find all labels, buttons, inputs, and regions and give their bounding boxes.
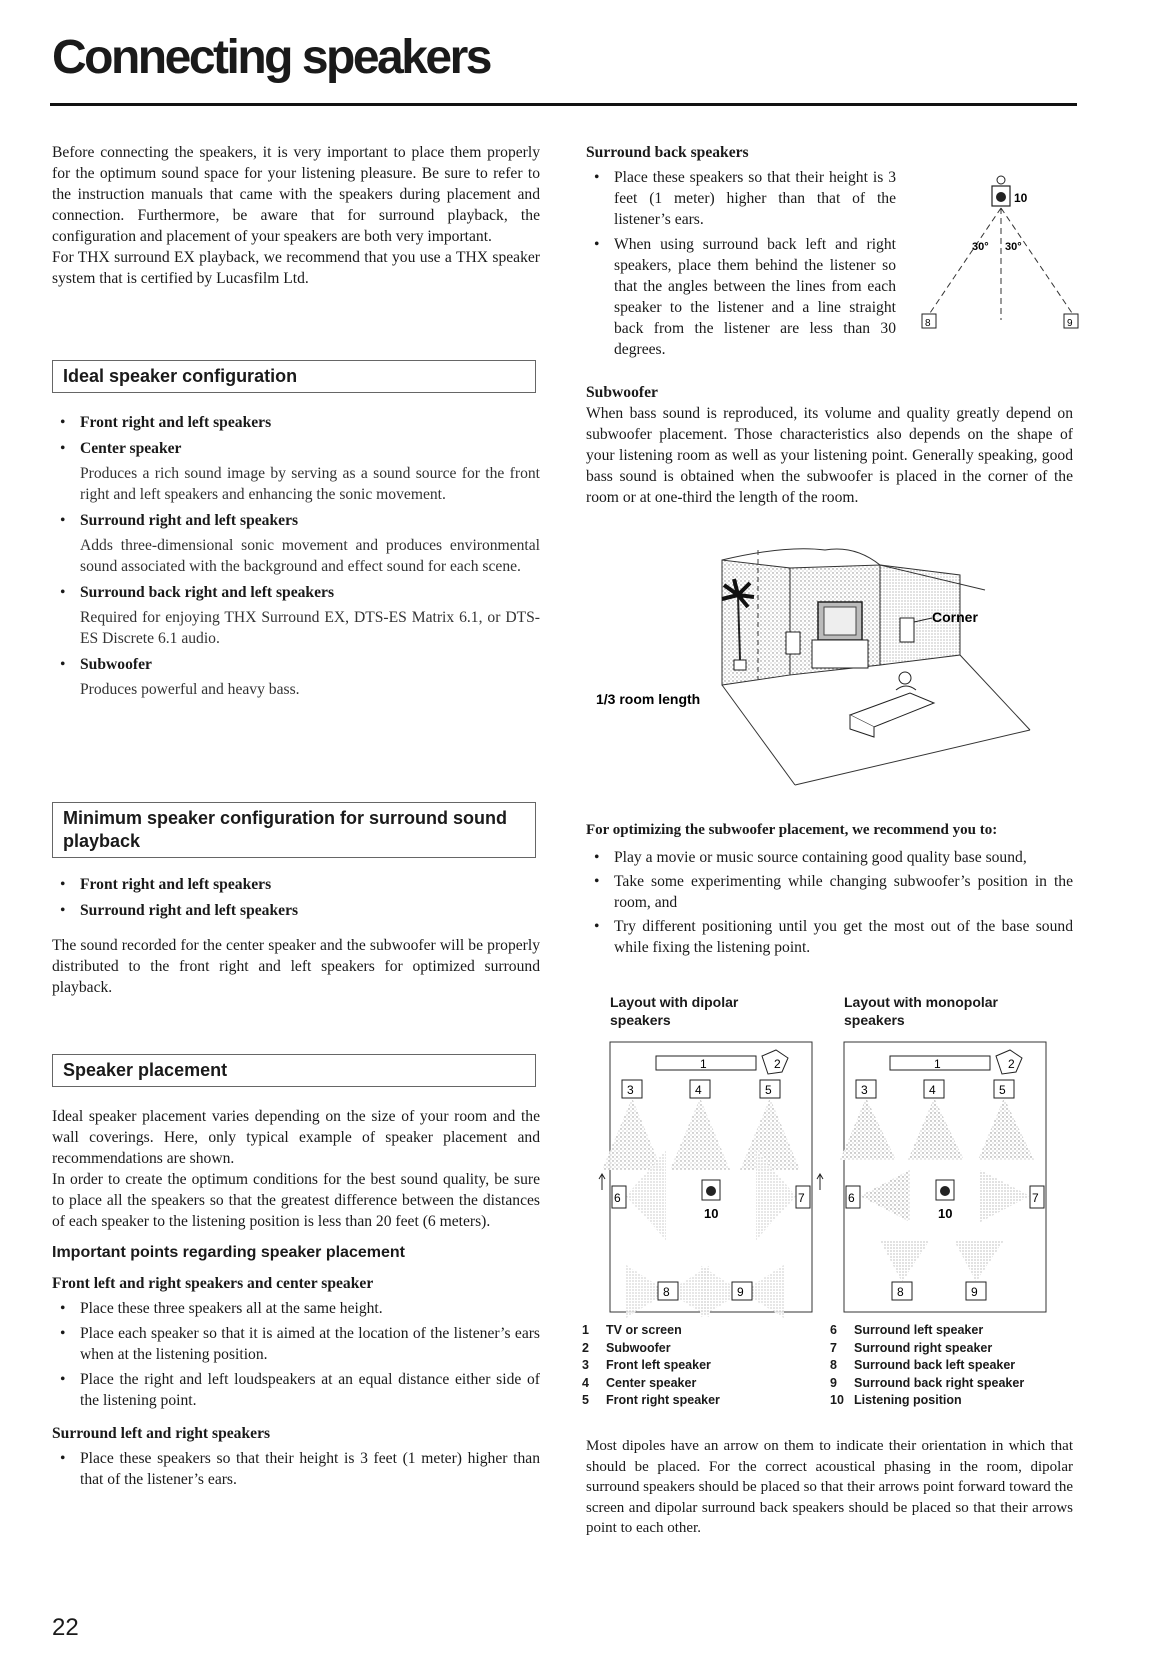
right-line — [1001, 208, 1072, 313]
sofa-icon — [850, 672, 934, 737]
list-item — [52, 582, 540, 603]
number-3: 3 — [627, 1083, 634, 1097]
number-2: 2 — [774, 1057, 781, 1071]
minimum-config-heading: Minimum speaker configuration for surround sound playback — [52, 802, 536, 858]
tv-icon — [812, 602, 868, 668]
list-item — [52, 654, 540, 675]
floor-left — [722, 685, 795, 785]
list-item — [52, 874, 540, 895]
corner-label: Corner — [932, 609, 978, 625]
subwoofer-third-icon — [786, 632, 800, 654]
intro-paragraph-2: For THX surround EX playback, we recommend that you use a THX speaker system that is certified by Lucasfilm Ltd. — [52, 249, 540, 287]
number-5: 5 — [999, 1083, 1006, 1097]
list-item: • Try different positioning until you get the most out of the base sound while fixing the listening point. — [586, 916, 1073, 958]
ideal-config-list — [52, 412, 540, 705]
list-item: • Place these speakers so that their height is 3 feet (1 meter) higher than that of the listener’s ears. — [586, 167, 896, 230]
legend-row: 4 Center speaker — [582, 1375, 697, 1390]
number-8: 8 — [897, 1285, 904, 1299]
angle-right: 30° — [1005, 241, 1022, 253]
left-line — [930, 208, 1001, 313]
listener-number: 10 — [1014, 191, 1028, 205]
item-description: Produces a rich sound image by serving as a sound source for the front right and left speakers and enhancing the sonic movement. — [80, 465, 540, 503]
list-item: • Play a movie or music source containing good quality base sound, — [586, 847, 1073, 868]
list-item: • Place the right and left loudspeakers at an equal distance either side of the listening point. — [52, 1369, 540, 1411]
speaker-number-9: 9 — [1067, 318, 1073, 329]
number-6: 6 — [614, 1191, 621, 1205]
number-1: 1 — [934, 1057, 941, 1071]
item-label: Surround right and left speakers — [80, 902, 299, 919]
room-diagram — [596, 540, 1040, 790]
legend-row: 9 Surround back right speaker — [830, 1375, 1025, 1390]
legend-row: 2 Subwoofer — [582, 1340, 671, 1355]
subwoofer-paragraph: When bass sound is reproduced, its volume and quality greatly depend on subwoofer placement. Those characteristics also depends on the shape of your listening room as well as your listening point. Generally speaking, good bass sound is obtained when the subwoofer is placed in the corner of the room or at one-third the length of the room. — [586, 405, 1073, 506]
angle-left: 30° — [972, 241, 989, 253]
legend-row: 10 Listening position — [830, 1393, 962, 1407]
optimizing-heading: For optimizing the subwoofer placement, we recommend you to: — [586, 822, 998, 838]
arrow-up-icon — [817, 1174, 823, 1190]
front-speakers — [602, 1080, 800, 1170]
subwoofer-corner-icon — [900, 618, 914, 642]
placement-heading: Speaker placement — [52, 1054, 536, 1087]
placement-paragraph-2: In order to create the optimum conditions for the best sound quality, be sure to place all the speakers so that the greatest difference between the distances of each speaker to the listening position is less than 20 feet (6 meters). — [52, 1171, 540, 1230]
listener-icon — [992, 176, 1010, 206]
number-1: 1 — [700, 1057, 707, 1071]
intro-paragraph-1: Before connecting the speakers, it is very important to place them properly for the optimum sound space for your listening pleasure. Be sure to refer to the instruction manuals that came with the speakers during placement and connection. Furthermore, be aware that for surround playback, the configuration and placement of your speakers are both very important. — [52, 144, 540, 245]
list-item — [52, 412, 540, 433]
dipolar-layout-diagram — [596, 1040, 832, 1322]
surround-back-heading: Surround back speakers — [586, 144, 749, 161]
arrow-up-icon — [599, 1174, 605, 1190]
list-item — [52, 438, 540, 459]
optimizing-section — [586, 820, 1073, 958]
number-9: 9 — [971, 1285, 978, 1299]
legend-row: 8 Surround back left speaker — [830, 1358, 1016, 1372]
list-item: • Place these three speakers all at the same height. — [52, 1298, 540, 1319]
item-description: Produces powerful and heavy bass. — [80, 681, 300, 698]
item-label: Subwoofer — [80, 656, 152, 673]
placement-text — [52, 1106, 540, 1490]
listening-position — [936, 1180, 954, 1221]
minimum-paragraph: The sound recorded for the center speaker and the subwoofer will be properly distributed to the front right and left speakers for optimized surround playback. — [52, 937, 540, 996]
number-10: 10 — [704, 1206, 719, 1221]
number-5: 5 — [765, 1083, 772, 1097]
item-label: Front right and left speakers — [80, 414, 272, 431]
list-item — [52, 900, 540, 921]
minimum-config-list — [52, 874, 540, 998]
dipolar-title: Layout with dipolar speakers — [610, 994, 739, 1028]
left-wall — [722, 560, 790, 685]
list-item: • Take some experimenting while changing subwoofer’s position in the room, and — [586, 871, 1073, 913]
number-7: 7 — [1032, 1191, 1039, 1205]
front-speakers — [840, 1080, 1034, 1160]
ideal-config-heading: Ideal speaker configuration — [52, 360, 536, 393]
surround-back-section — [586, 142, 896, 360]
legend-row: 5 Front right speaker — [582, 1393, 720, 1407]
legend-left — [582, 1322, 822, 1410]
speaker-number-8: 8 — [925, 318, 931, 329]
subwoofer-section — [586, 382, 1073, 508]
item-description: Adds three-dimensional sonic movement and produces environmental sound associated with the background and effect sound for each scene. — [80, 537, 540, 575]
third-room-label: 1/3 room length — [596, 691, 701, 707]
legend-right — [830, 1322, 1070, 1410]
surround-heading: Surround left and right speakers — [52, 1425, 271, 1442]
page-number: 22 — [52, 1614, 79, 1641]
dipole-note-text: Most dipoles have an arrow on them to indicate their orientation in which that should be placed. For the correct acoustical phasing in the room, dipolar surround speakers should be placed so that their arrows point forward toward the screen and dipolar surround back speakers should be placed so that their arrows point to each other. — [586, 1438, 1073, 1536]
item-label: Surround right and left speakers — [80, 512, 299, 529]
number-3: 3 — [861, 1083, 868, 1097]
listening-position — [702, 1180, 720, 1221]
floor-right — [960, 655, 1030, 730]
subwoofer-heading: Subwoofer — [586, 384, 658, 401]
item-label: Surround back right and left speakers — [80, 584, 335, 601]
title-rule — [50, 103, 1077, 106]
number-4: 4 — [695, 1083, 702, 1097]
placement-paragraph-1: Ideal speaker placement varies depending on the size of your room and the wall coverings. Here, only typical example of speaker placement and recommendations are shown. — [52, 1108, 540, 1167]
number-10: 10 — [938, 1206, 953, 1221]
number-8: 8 — [663, 1285, 670, 1299]
number-7: 7 — [798, 1191, 805, 1205]
page-title: Connecting speakers — [52, 31, 490, 84]
legend-row: 6 Surround left speaker — [830, 1323, 984, 1337]
item-label: Front right and left speakers — [80, 876, 272, 893]
floor-front — [795, 730, 1030, 785]
front-heading: Front left and right speakers and center speaker — [52, 1275, 374, 1292]
dipole-note — [586, 1436, 1073, 1539]
list-item: • When using surround back left and right speakers, place them behind the listener so that the angles between the lines from each speaker to the listener and a line straight back from the listener are less than 30 degrees. — [586, 234, 896, 360]
item-description: Required for enjoying THX Surround EX, DTS-ES Matrix 6.1, or DTS-ES Discrete 6.1 audio. — [80, 609, 540, 647]
number-6: 6 — [848, 1191, 855, 1205]
intro-text — [52, 142, 540, 289]
monopolar-title: Layout with monopolar speakers — [844, 994, 998, 1028]
legend-row: 3 Front left speaker — [582, 1358, 711, 1372]
list-item: • Place each speaker so that it is aimed at the location of the listener’s ears when at the listening position. — [52, 1323, 540, 1365]
number-2: 2 — [1008, 1057, 1015, 1071]
monopolar-layout-diagram — [830, 1040, 1066, 1322]
number-4: 4 — [929, 1083, 936, 1097]
legend-row: 1 TV or screen — [582, 1323, 682, 1337]
important-heading: Important points regarding speaker placement — [52, 1244, 405, 1261]
legend-row: 7 Surround right speaker — [830, 1340, 993, 1355]
surround-back-angle-diagram — [910, 168, 1080, 338]
list-item: • Place these speakers so that their height is 3 feet (1 meter) higher than that of the listener’s ears. — [52, 1448, 540, 1490]
list-item — [52, 510, 540, 531]
item-label: Center speaker — [80, 440, 182, 457]
number-9: 9 — [737, 1285, 744, 1299]
